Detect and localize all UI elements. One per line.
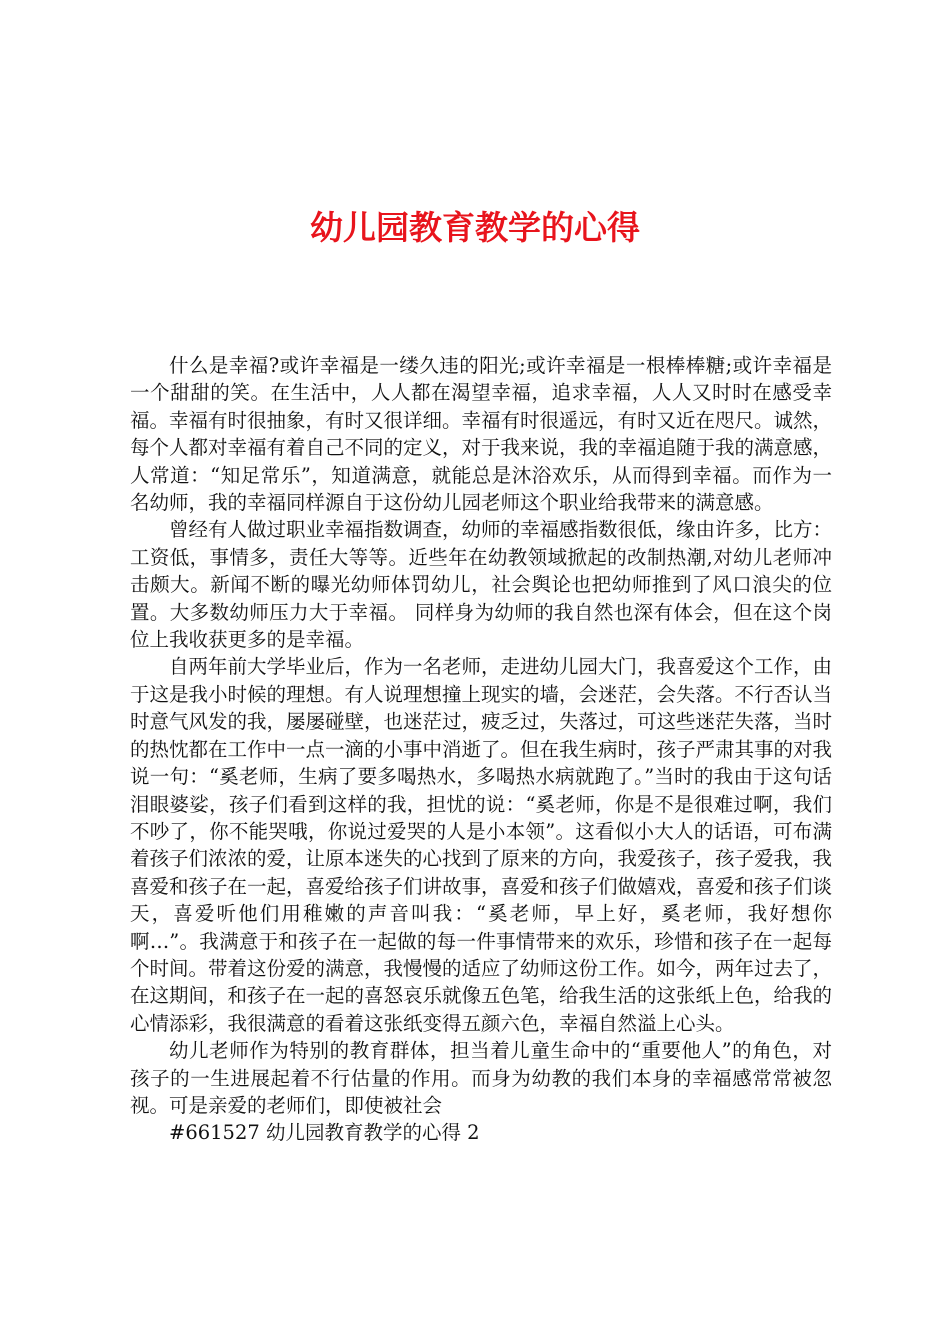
document-body [130,352,832,1147]
document-title: 幼儿园教育教学的心得 [310,208,640,247]
paragraph: 曾经有人做过职业幸福指数调查，幼师的幸福感指数很低，缘由许多，比方：工资低，事情多，责任大等等。近些年在幼教领域掀起的改制热潮,对幼儿老师冲击颇大。新闻不断的曝光幼师体罚幼儿，社会舆论也把幼师推到了风口浪尖的位置。大多数幼师压力大于幸福。 同样身为幼师的我自然也深有体会，但在这个岗位上我收获更多的是幸福。 [130,518,833,652]
document-reference-line: #661527 幼儿园教育教学的心得 2 [169,1121,480,1145]
paragraph: 自两年前大学毕业后，作为一名老师，走进幼儿园大门，我喜爱这个工作，由于这是我小时候的理想。有人说理想撞上现实的墙，会迷茫，会失落。不行否认当时意气风发的我，屡屡碰壁，也迷茫过，疲乏过，失落过，可这些迷茫失落，当时的热忱都在工作中一点一滴的小事中消逝了。但在我生病时，孩子严肃其事的对我说一句：“奚老师，生病了要多喝热水，多喝热水病就跑了。”当时的我由于这句话泪眼婆娑，孩子们看到这样的我，担忧的说：“奚老师，你是不是很难过啊，我们不吵了，你不能哭哦，你说过爱哭的人是小本领”。这看似小大人的话语，可布满着孩子们浓浓的爱，让原本迷失的心找到了原来的方向，我爱孩子，孩子爱我，我喜爱和孩子在一起，喜爱给孩子们讲故事，喜爱和孩子们做嬉戏，喜爱和孩子们谈天，喜爱听他们用稚嫩的声音叫我：“奚老师，早上好，奚老师，我好想你啊…”。我满意于和孩子在一起做的每一件事情带来的欢乐，珍惜和孩子在一起每个时间。带着这份爱的满意，我慢慢的适应了幼师这份工作。如今，两年过去了，在这期间，和孩子在一起的喜怒哀乐就像五色笔，给我生活的这张纸上色，给我的心情添彩，我很满意的看着这张纸变得五颜六色，幸福自然溢上心头。 [130,655,833,1035]
paragraph: 幼儿老师作为特别的教育群体，担当着儿童生命中的“重要他人”的角色，对孩子的一生进展起着不行估量的作用。而身为幼教的我们本身的幸福感常常被忽视。可是亲爱的老师们，即使被社会 [130,1039,832,1117]
paragraph: 什么是幸福?或许幸福是一缕久违的阳光;或许幸福是一根棒棒糖;或许幸福是一个甜甜的笑。在生活中，人人都在渴望幸福，追求幸福，人人又时时在感受幸福。幸福有时很抽象，有时又很详细。幸福有时很遥远，有时又近在咫尺。诚然，每个人都对幸福有着自己不同的定义，对于我来说，我的幸福追随于我的满意感，人常道：“知足常乐”，知道满意，就能总是沐浴欢乐，从而得到幸福。而作为一名幼师，我的幸福同样源自于这份幼儿园老师这个职业给我带来的满意感。 [130,354,833,515]
